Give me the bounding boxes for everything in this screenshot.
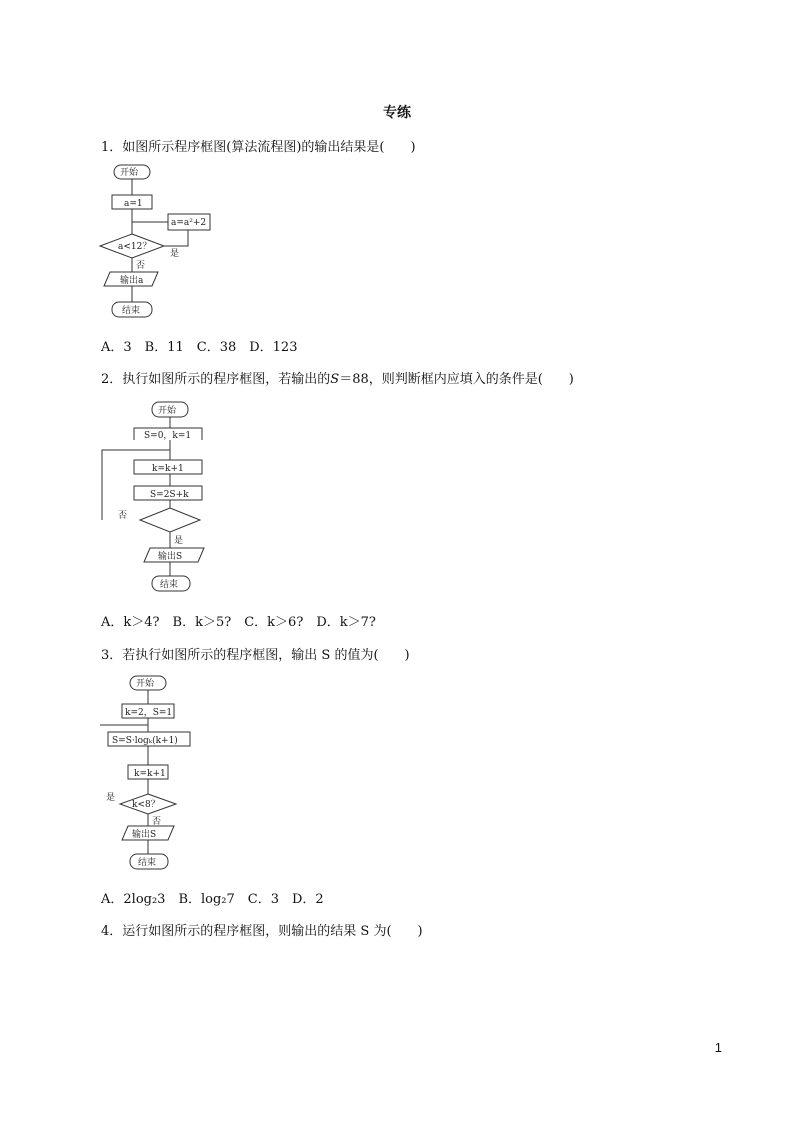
q3-step1-label: S=S·logₖ(k+1) <box>112 736 178 746</box>
q3-step2-label: k=k+1 <box>134 769 166 779</box>
q3-no-label: 否 <box>152 817 162 827</box>
question-3-text: 3．若执行如图所示的程序框图，输出 S 的值为( ) <box>101 648 410 663</box>
flowchart-q3 <box>98 672 210 878</box>
question-4-text: 4．运行如图所示的程序框图，则输出的结果 S 为( ) <box>101 924 423 939</box>
q2-step1-label: k=k+1 <box>152 464 184 474</box>
q1-update-label: a=a²+2 <box>171 218 207 228</box>
flowchart-q2 <box>98 398 218 594</box>
question-1-options: A．3 B．11 C．38 D．123 <box>101 340 298 355</box>
q2-step2-label: S=2S+k <box>150 490 189 500</box>
q2-output-label: 输出S <box>158 552 183 562</box>
q3-yes-label: 是 <box>106 793 116 803</box>
q3-init-label: k=2，S=1 <box>125 708 173 718</box>
q1-init-label: a=1 <box>124 199 143 209</box>
flowchart-q1 <box>98 162 218 324</box>
q3-start-label: 开始 <box>136 679 155 689</box>
q2-end-label: 结束 <box>160 580 179 590</box>
page-title: 专练 <box>383 105 411 121</box>
q1-end-label: 结束 <box>122 306 141 316</box>
question-2-text: 2．执行如图所示的程序框图，若输出的S＝88，则判断框内应填入的条件是( ) <box>101 372 574 387</box>
q1-yes-label: 是 <box>170 249 180 259</box>
q2-condition-node <box>140 508 200 532</box>
q1-condition-label: a<12？ <box>118 242 152 252</box>
q1-no-label: 否 <box>136 261 146 271</box>
q2-start-label: 开始 <box>158 406 177 416</box>
q3-condition-label: k<8？ <box>132 800 160 810</box>
q3-end-label: 结束 <box>138 858 157 868</box>
page-number: 1 <box>714 1040 722 1055</box>
question-1-text: 1．如图所示程序框图(算法流程图)的输出结果是( ) <box>101 140 416 155</box>
q3-output-label: 输出S <box>132 830 157 840</box>
question-2-options: A．k＞4? B．k＞5? C．k＞6? D．k＞7? <box>101 615 376 630</box>
q1-output-label: 输出a <box>120 276 144 286</box>
q2-init-label: S=0，k=1 <box>144 431 192 441</box>
question-3-options: A．2log₂3 B．log₂7 C．3 D．2 <box>101 892 324 907</box>
q1-start-label: 开始 <box>120 168 139 178</box>
q2-yes-label: 是 <box>174 536 184 546</box>
q2-no-label: 否 <box>118 511 128 521</box>
